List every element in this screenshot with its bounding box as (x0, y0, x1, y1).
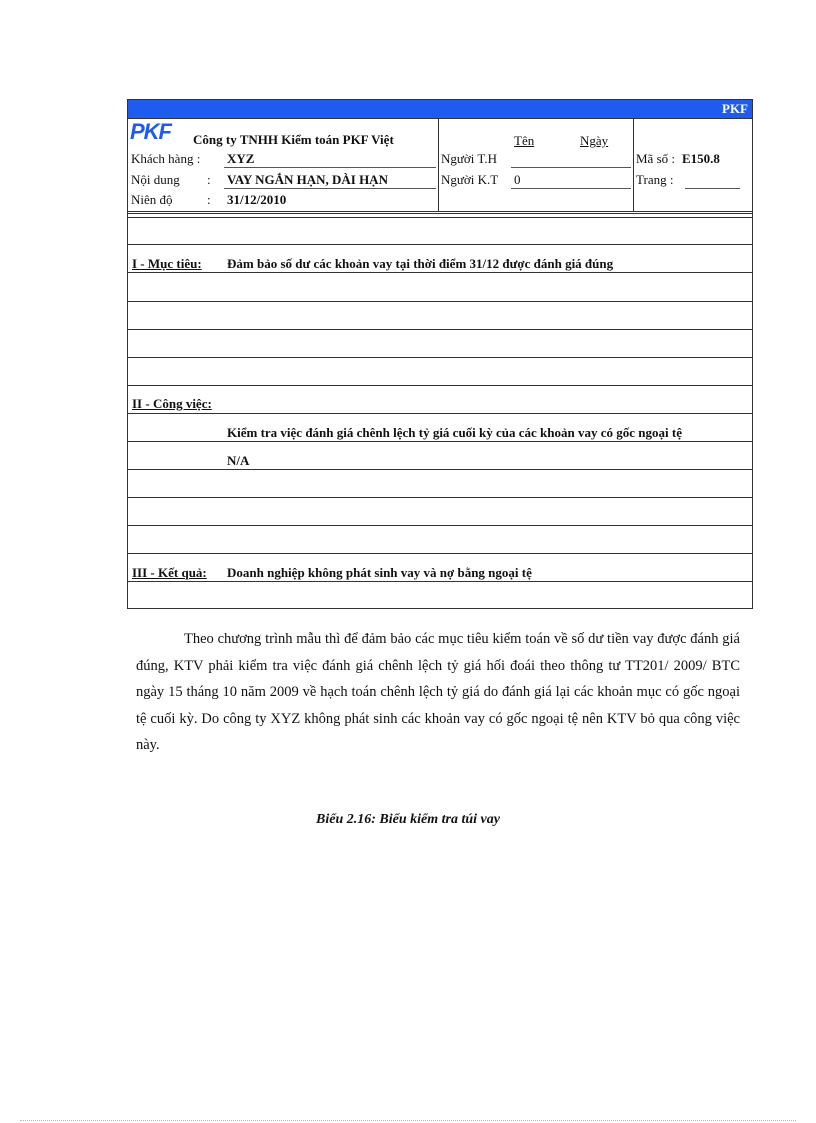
header-divider (633, 119, 634, 211)
form-row-line (128, 469, 752, 470)
form-row-line (128, 385, 752, 386)
code-value: E150.8 (682, 151, 720, 166)
form-row-line (128, 357, 752, 358)
page-label: Trang : (636, 172, 674, 187)
audit-form (127, 99, 753, 609)
task-1: Kiểm tra việc đánh giá chênh lệch tỷ giá cuối kỳ của các khoản vay có gốc ngoại tệ (227, 425, 682, 440)
section1-text: Đảm bảo số dư các khoản vay tại thời điểm 31/12 được đánh giá đúng (227, 256, 614, 271)
form-row-line (128, 329, 752, 330)
company-name: Công ty TNHH Kiểm toán PKF Việt (193, 132, 394, 147)
figure-caption: Biểu 2.16: Biểu kiểm tra túi vay (316, 812, 500, 827)
form-header (128, 118, 752, 214)
content-colon: : (207, 172, 211, 187)
period-value: 31/12/2010 (227, 192, 287, 207)
content-label: Nội dung (131, 172, 180, 187)
form-row-line (128, 301, 752, 302)
form-row-line (128, 497, 752, 498)
client-value: XYZ (227, 151, 255, 166)
client-underline (224, 167, 436, 168)
reviewer-label: Người K.T (441, 172, 499, 187)
form-row-line (128, 217, 752, 218)
section3-title: III - Kết quả: (132, 565, 207, 580)
preparer-line (511, 167, 631, 168)
form-row-line (128, 581, 752, 582)
form-row-line (128, 272, 752, 273)
section3-text: Doanh nghiệp không phát sinh vay và nợ bằng ngoại tệ (227, 565, 532, 580)
code-label: Mã số : (636, 151, 675, 166)
header-divider (438, 119, 439, 211)
body-paragraph: Theo chương trình mẫu thì để đảm bảo các mục tiêu kiểm toán về số dư tiền vay được đánh giá đúng, KTV phải kiểm tra việc đánh giá chênh lệch tỷ giá hối đoái theo thông tư TT201/ 2009/ BTC ngày 15 tháng 10 năm 2009 về hạch toán chênh lệch tỷ giá do đánh giá lại các khoản mục có gốc ngoại tệ cuối kỳ. Do công ty XYZ không phát sinh các khoản vay có gốc ngoại tệ nên KTV bỏ qua công việc này. (136, 631, 740, 753)
preparer-label: Người T.H (441, 151, 498, 166)
section2-title: II - Công việc: (132, 396, 212, 411)
col-date-header: Ngày (580, 133, 609, 148)
section1-title: I - Mục tiêu: (132, 256, 202, 271)
content-underline (224, 188, 436, 189)
pkf-logo: PKF (130, 119, 171, 144)
content-value: VAY NGẮN HẠN, DÀI HẠN (227, 172, 388, 187)
form-row-line (128, 413, 752, 414)
form-row-line (128, 441, 752, 442)
form-row-line (128, 244, 752, 245)
page-bottom-border (20, 1120, 796, 1121)
reviewer-value: 0 (514, 172, 521, 187)
task-2: N/A (227, 453, 250, 468)
brand-tag: PKF (722, 101, 748, 116)
period-label: Niên độ (131, 192, 173, 207)
form-brand-bar (128, 100, 752, 118)
form-row-line (128, 525, 752, 526)
body-paragraph-block (136, 626, 740, 759)
client-label: Khách hàng : (131, 151, 201, 166)
page-line (685, 188, 740, 189)
form-row-line (128, 553, 752, 554)
period-colon: : (207, 192, 211, 207)
col-name-header: Tên (514, 133, 535, 148)
reviewer-line (511, 188, 631, 189)
